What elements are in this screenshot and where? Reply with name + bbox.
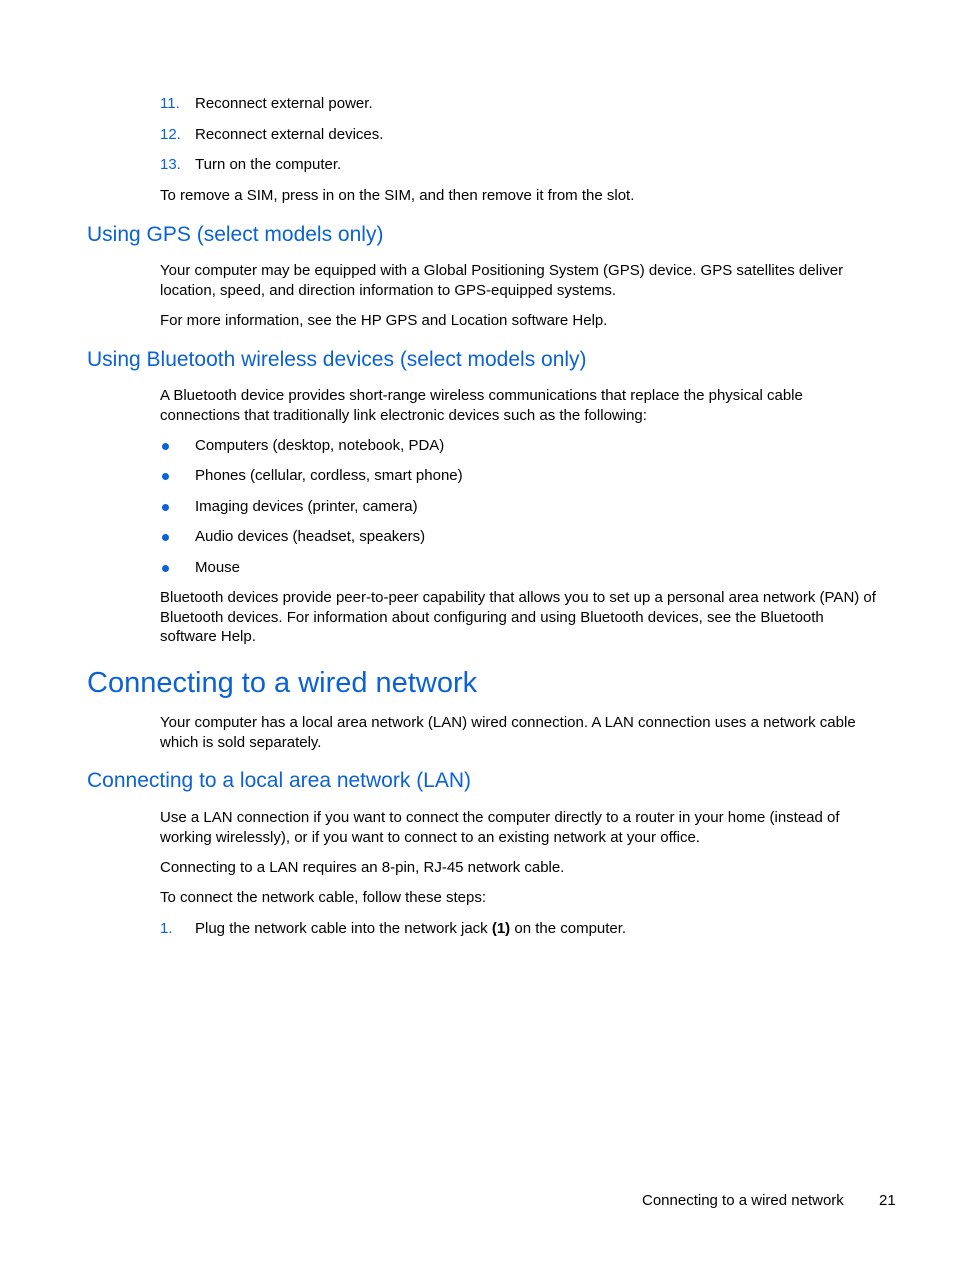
- list-item: Audio devices (headset, speakers): [195, 528, 426, 545]
- bluetooth-outro: Bluetooth devices provide peer-to-peer capability that allows you to set up a personal area network (PAN) of Bluetooth devices. For information about configuring and using Bluetooth devices, see the Bluetooth software Help.: [160, 589, 876, 646]
- step-number: 13.: [160, 156, 181, 173]
- step-text-before: Plug the network cable into the network jack: [195, 920, 492, 937]
- step-text: Reconnect external power.: [195, 95, 373, 112]
- gps-paragraph-2: For more information, see the HP GPS and Location software Help.: [160, 312, 608, 329]
- bluetooth-heading: Using Bluetooth wireless devices (select models only): [87, 348, 587, 371]
- lan-paragraph-2: Connecting to a LAN requires an 8-pin, RJ-45 network cable.: [160, 859, 565, 876]
- footer-section-title: Connecting to a wired network: [642, 1192, 844, 1209]
- wired-heading: Connecting to a wired network: [87, 667, 478, 699]
- gps-paragraph-1: Your computer may be equipped with a Global Positioning System (GPS) device. GPS satellites deliver location, speed, and direction information to GPS-equipped systems.: [160, 262, 844, 299]
- list-item: Imaging devices (printer, camera): [195, 498, 418, 515]
- step-number: 1.: [160, 920, 173, 937]
- step-callout: (1): [491, 920, 511, 937]
- bullet-dot: [162, 473, 169, 480]
- step-number: 12.: [160, 126, 181, 143]
- bullet-dot: [162, 534, 169, 541]
- step-text: Reconnect external devices.: [195, 126, 384, 143]
- step-text-after: on the computer.: [510, 920, 627, 937]
- step-number: 11.: [160, 95, 180, 112]
- bullet-dot: [162, 565, 169, 572]
- page-number: 21: [879, 1192, 896, 1209]
- list-item: Computers (desktop, notebook, PDA): [195, 437, 445, 454]
- lan-paragraph-3: To connect the network cable, follow these steps:: [160, 889, 487, 906]
- lan-paragraph-1: Use a LAN connection if you want to connect the computer directly to a router in your home (instead of working wirelessly), or if you want to connect to an existing network at your office.: [160, 809, 840, 846]
- gps-heading: Using GPS (select models only): [87, 223, 384, 246]
- bullet-dot: [162, 443, 169, 450]
- lan-step-1: [195, 920, 626, 937]
- wired-intro: Your computer has a local area network (LAN) wired connection. A LAN connection uses a network cable which is sold separately.: [160, 714, 856, 751]
- bullet-dot: [162, 504, 169, 511]
- list-item: Mouse: [195, 559, 241, 576]
- sim-note: To remove a SIM, press in on the SIM, and then remove it from the slot.: [160, 187, 635, 204]
- bluetooth-intro: A Bluetooth device provides short-range wireless communications that replace the physical cable connections that traditionally link electronic devices such as the following:: [160, 387, 803, 424]
- step-text: Turn on the computer.: [195, 156, 342, 173]
- lan-heading: Connecting to a local area network (LAN): [87, 769, 472, 792]
- list-item: Phones (cellular, cordless, smart phone): [195, 467, 463, 484]
